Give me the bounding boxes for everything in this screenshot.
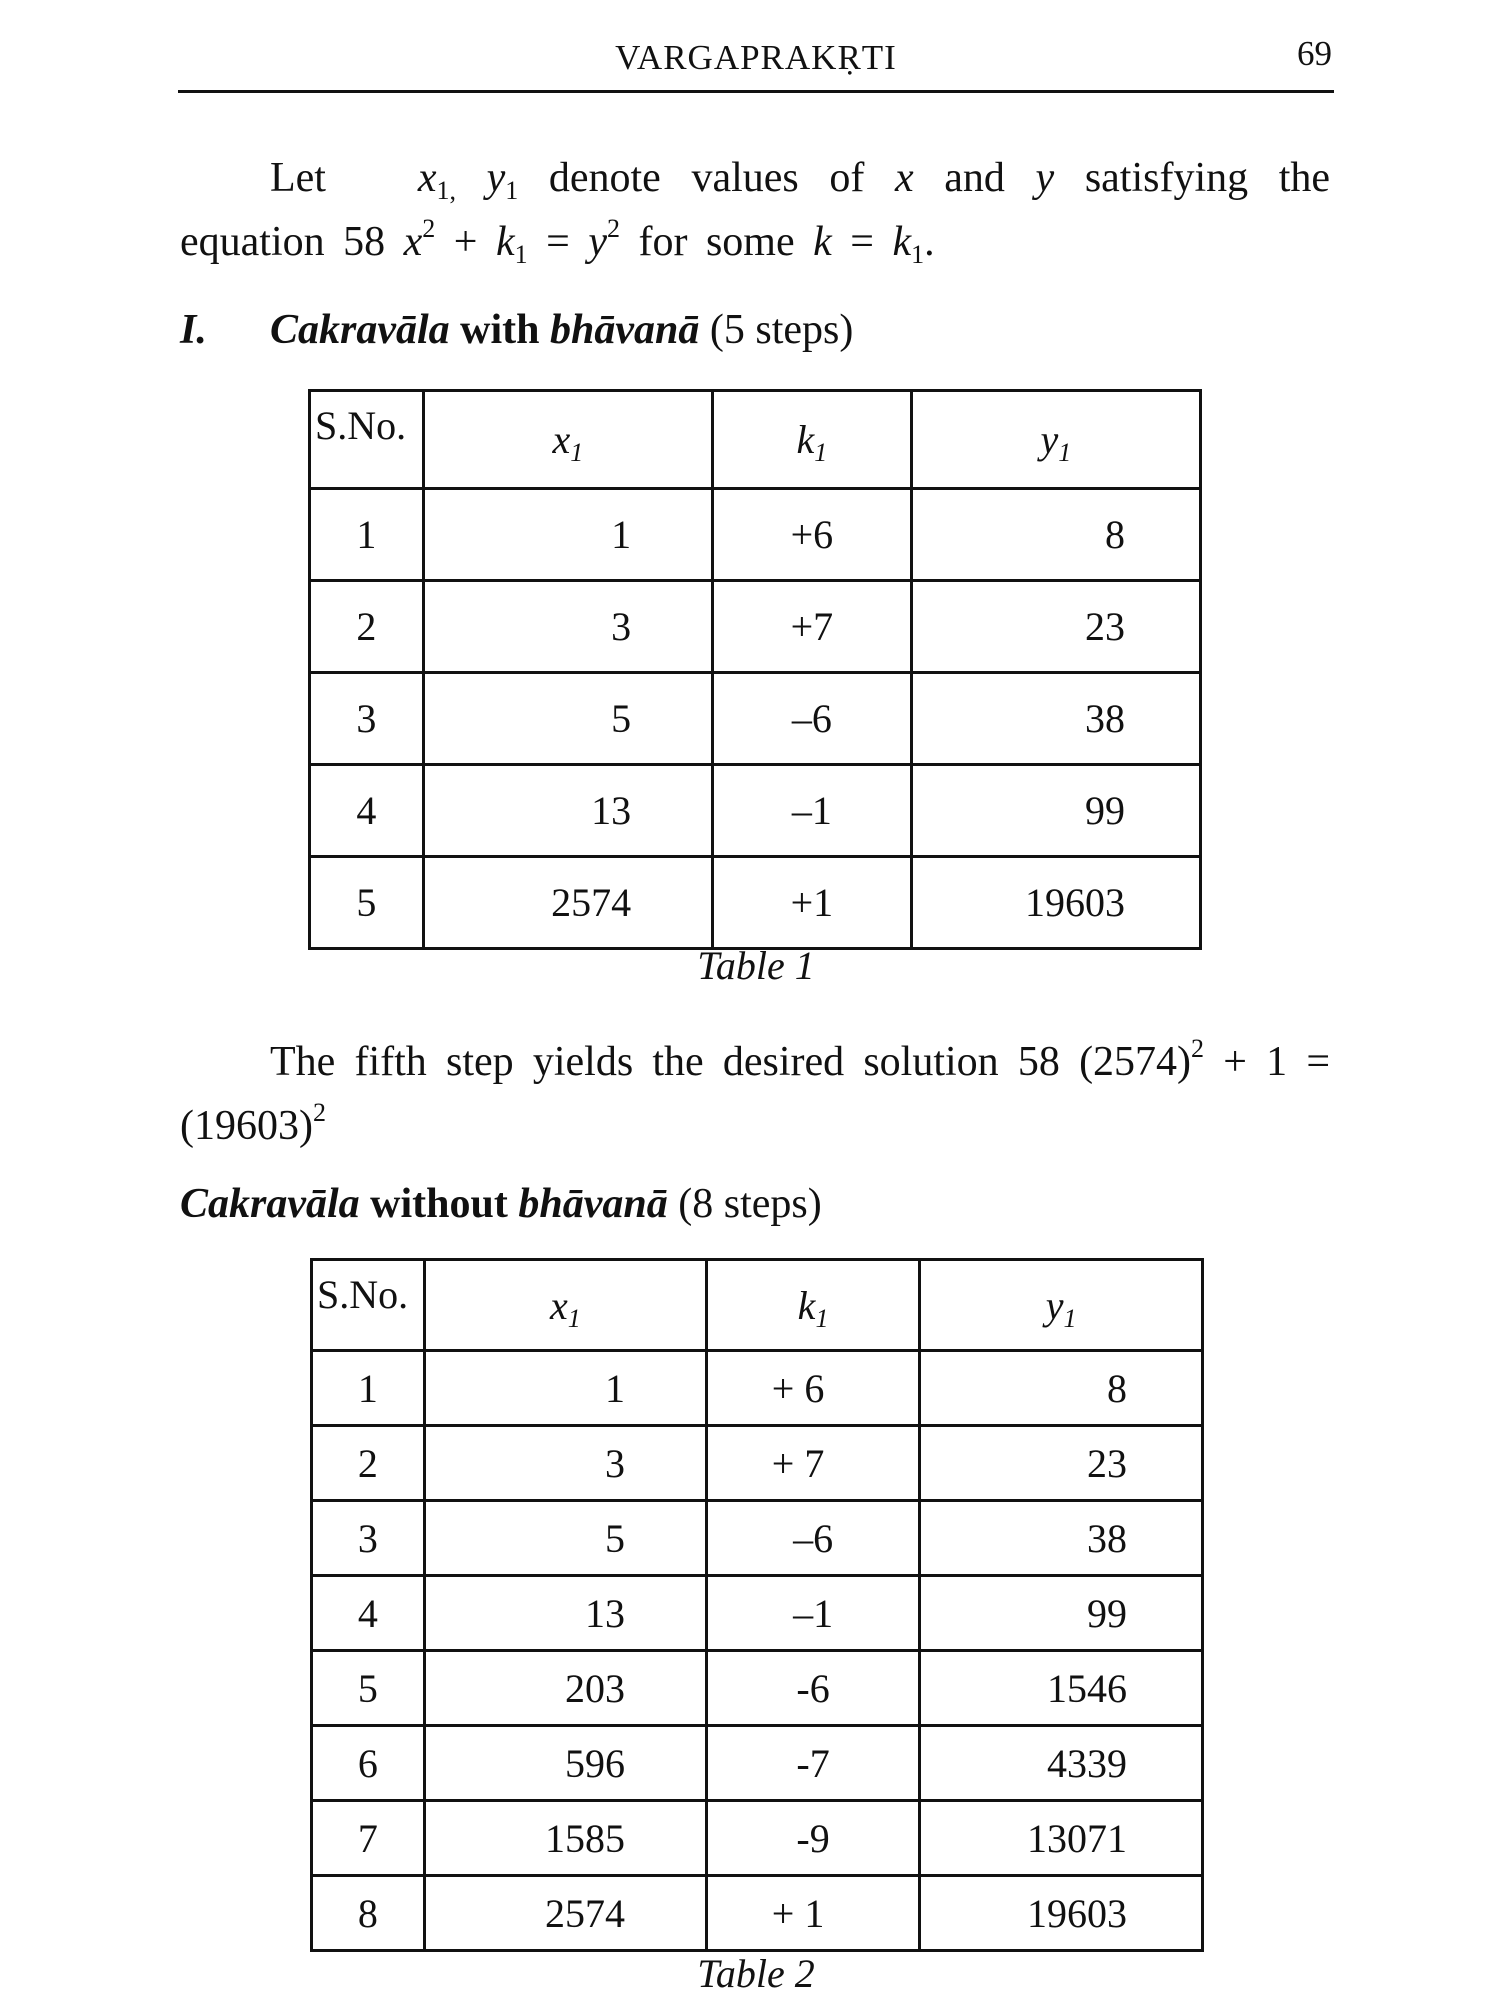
sub-x1: 1 — [436, 176, 450, 205]
cell-sno: 4 — [310, 765, 424, 857]
cell-sno: 8 — [312, 1876, 425, 1951]
header-x-sub: 1 — [570, 438, 584, 467]
var-y1: y — [486, 155, 506, 201]
cell-x: 1 — [423, 489, 712, 581]
cell-k: –6 — [706, 1501, 919, 1576]
cell-sno: 1 — [310, 489, 424, 581]
header-y-sub: 1 — [1058, 438, 1072, 467]
cell-y: 99 — [911, 765, 1200, 857]
table-row — [310, 489, 1201, 581]
header-k1 — [706, 1260, 919, 1351]
term-cakravala-2: Cakravāla — [180, 1181, 360, 1227]
cell-k: + 6 — [706, 1351, 919, 1426]
section-number: I. — [180, 307, 207, 353]
page-number: 69 — [1297, 34, 1332, 73]
header-x1 — [423, 391, 712, 489]
header-x-sub: 1 — [567, 1303, 581, 1333]
cell-y: 23 — [911, 581, 1200, 673]
result-text-b: + 1 = (19603) — [180, 1039, 1331, 1149]
cell-x: 1585 — [424, 1801, 706, 1876]
table-row — [310, 857, 1201, 949]
header-x: x — [549, 1282, 568, 1328]
cell-k: –6 — [713, 673, 912, 765]
comma: , — [449, 176, 456, 205]
term-bhavana: bhāvanā — [550, 307, 700, 353]
cell-y: 8 — [920, 1351, 1203, 1426]
cell-x: 3 — [423, 581, 712, 673]
running-title: VARGAPRAKṚTI — [615, 38, 897, 77]
cell-x: 13 — [424, 1576, 706, 1651]
steps-note: (5 steps) — [709, 307, 854, 353]
var-k-eq: k — [495, 219, 515, 265]
cell-sno: 3 — [312, 1501, 425, 1576]
var-x-eq: x — [403, 219, 423, 265]
period: . — [924, 219, 935, 265]
cell-x: 1 — [424, 1351, 706, 1426]
header-k1 — [713, 391, 912, 489]
header-sno: S.No. — [310, 391, 424, 489]
cell-y: 99 — [920, 1576, 1203, 1651]
table-row — [310, 673, 1201, 765]
cell-y: 38 — [911, 673, 1200, 765]
intro-paragraph — [180, 146, 1330, 274]
cell-sno: 4 — [312, 1576, 425, 1651]
cell-x: 3 — [424, 1426, 706, 1501]
sup-x-eq: 2 — [422, 214, 436, 243]
cell-y: 1546 — [920, 1651, 1203, 1726]
section-heading-1 — [180, 306, 853, 354]
header-sno: S.No. — [312, 1260, 425, 1351]
cell-x: 596 — [424, 1726, 706, 1801]
cell-y: 8 — [911, 489, 1200, 581]
header-y: y — [1045, 1282, 1064, 1328]
table-header-row — [310, 391, 1201, 489]
cell-y: 19603 — [911, 857, 1200, 949]
table-1-caption: Table 1 — [697, 943, 815, 988]
table-2 — [310, 1258, 1204, 1952]
var-k: k — [813, 219, 832, 265]
cell-sno: 3 — [310, 673, 424, 765]
term-bhavana-2: bhāvanā — [518, 1181, 668, 1227]
intro-and: and — [944, 155, 1005, 201]
intro-text2: satisfying the equation 58 — [180, 155, 1331, 265]
table-row — [310, 765, 1201, 857]
word-without: without — [370, 1181, 508, 1227]
var-x: x — [894, 155, 914, 201]
cell-y: 19603 — [920, 1876, 1203, 1951]
cell-y: 4339 — [920, 1726, 1203, 1801]
table-2-caption: Table 2 — [697, 1951, 815, 1996]
header-y1 — [911, 391, 1200, 489]
header-k: k — [796, 417, 815, 462]
table-row — [312, 1726, 1203, 1801]
sup-y-eq: 2 — [606, 214, 620, 243]
cell-k: + 1 — [706, 1876, 919, 1951]
running-head — [178, 34, 1334, 93]
header-y: y — [1040, 417, 1059, 462]
header-k-sub: 1 — [815, 1303, 829, 1333]
cell-sno: 5 — [312, 1651, 425, 1726]
equals-sign: = — [546, 219, 570, 265]
intro-for-some: for some — [638, 219, 795, 265]
header-x1 — [424, 1260, 706, 1351]
table-row — [312, 1426, 1203, 1501]
header-y1 — [920, 1260, 1203, 1351]
var-y: y — [1035, 155, 1055, 201]
intro-text1: denote values of — [548, 155, 865, 201]
cell-x: 2574 — [424, 1876, 706, 1951]
cell-y: 23 — [920, 1426, 1203, 1501]
section-heading-2 — [180, 1180, 822, 1228]
table-header-row — [312, 1260, 1203, 1351]
table-row — [312, 1876, 1203, 1951]
cell-y: 38 — [920, 1501, 1203, 1576]
cell-k: + 7 — [706, 1426, 919, 1501]
cell-x: 203 — [424, 1651, 706, 1726]
result-sup-b: 2 — [312, 1098, 326, 1127]
cell-k: -7 — [706, 1726, 919, 1801]
var-k1: k — [892, 219, 912, 265]
steps-note-2: (8 steps) — [678, 1181, 822, 1227]
intro-let: Let — [270, 155, 326, 201]
plus-sign: + — [453, 219, 478, 265]
result-text-a: The fifth step yields the desired solution 58 (2574) — [270, 1039, 1192, 1085]
word-with: with — [460, 307, 540, 353]
cell-k: +7 — [713, 581, 912, 673]
table-row — [312, 1651, 1203, 1726]
term-cakravala: Cakravāla — [270, 307, 450, 353]
cell-y: 13071 — [920, 1801, 1203, 1876]
table-row — [312, 1501, 1203, 1576]
table-row — [312, 1801, 1203, 1876]
cell-sno: 5 — [310, 857, 424, 949]
cell-k: +6 — [713, 489, 912, 581]
sub-k-eq: 1 — [514, 240, 528, 269]
table-row — [312, 1576, 1203, 1651]
cell-sno: 2 — [310, 581, 424, 673]
result-paragraph — [180, 1030, 1330, 1158]
cell-k: –1 — [706, 1576, 919, 1651]
var-x1: x — [417, 155, 437, 201]
cell-x: 2574 — [423, 857, 712, 949]
cell-x: 13 — [423, 765, 712, 857]
cell-k: -9 — [706, 1801, 919, 1876]
cell-sno: 7 — [312, 1801, 425, 1876]
var-y-eq: y — [588, 219, 607, 265]
table-row — [310, 581, 1201, 673]
sub-y1: 1 — [505, 176, 519, 205]
header-k: k — [797, 1282, 816, 1328]
cell-x: 5 — [424, 1501, 706, 1576]
cell-sno: 6 — [312, 1726, 425, 1801]
cell-sno: 2 — [312, 1426, 425, 1501]
equals-sign-2: = — [850, 219, 874, 265]
cell-x: 5 — [423, 673, 712, 765]
cell-k: -6 — [706, 1651, 919, 1726]
table-1 — [308, 389, 1202, 950]
sub-k1: 1 — [911, 240, 925, 269]
cell-k: +1 — [713, 857, 912, 949]
table-row — [312, 1351, 1203, 1426]
header-x: x — [552, 417, 571, 462]
cell-k: –1 — [713, 765, 912, 857]
header-k-sub: 1 — [814, 438, 828, 467]
cell-sno: 1 — [312, 1351, 425, 1426]
result-sup-a: 2 — [1191, 1034, 1205, 1063]
header-y-sub: 1 — [1063, 1303, 1077, 1333]
